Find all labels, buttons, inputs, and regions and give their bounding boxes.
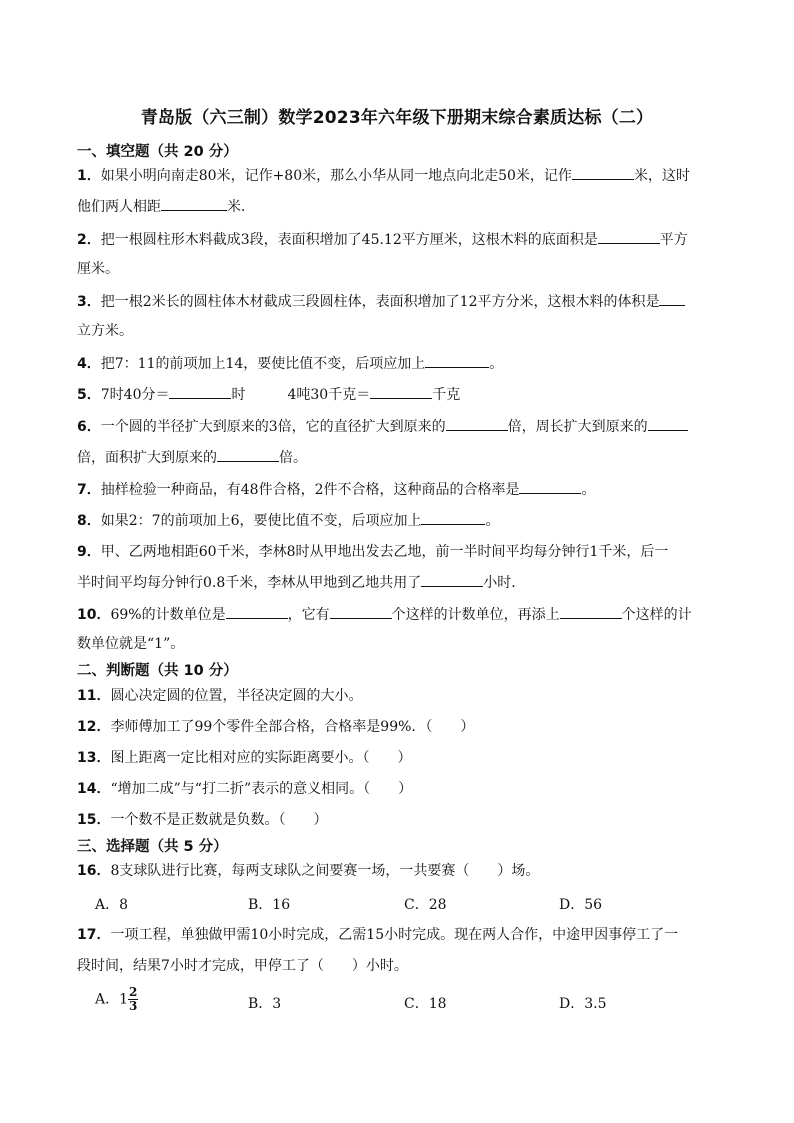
question-text: “增加二成”与“打二折”表示的意义相同。（ ） — [110, 781, 413, 797]
page-title: 青岛版（六三制）数学2023年六年级下册期末综合素质达标（二） — [140, 108, 654, 128]
question-14 — [77, 779, 412, 799]
question-text: 倍，面积扩大到原来的 — [77, 450, 217, 466]
option-b[interactable]: B．3 — [248, 996, 282, 1012]
option-a[interactable]: A．8 — [95, 897, 129, 913]
question-text: 如果小明向南走80米，记作+80米，那么小华从同一地点向北走50米，记作 — [100, 168, 572, 184]
question-text: 8支球队进行比赛，每两支球队之间要赛一场，一共要赛（ ）场。 — [110, 863, 540, 879]
question-text: 一个圆的半径扩大到原来的3倍，它的直径扩大到原来的 — [100, 419, 446, 435]
question-text: 立方米。 — [77, 323, 133, 339]
question-text: 把一根2米长的圆柱体木材截成三段圆柱体，表面积增加了12平方分米，这根木料的体积是 — [100, 294, 660, 310]
question-10 — [77, 604, 692, 625]
question-15 — [77, 810, 327, 830]
question-9 — [77, 542, 668, 562]
question-text: 段时间，结果7小时才完成，甲停工了（ ）小时。 — [77, 958, 408, 974]
answer-blank[interactable] — [598, 229, 660, 244]
fraction — [128, 986, 138, 1013]
option-c[interactable]: C．28 — [404, 897, 447, 913]
answer-blank[interactable] — [161, 196, 227, 211]
question-number: 5． — [77, 387, 101, 403]
question-text: 厘米。 — [77, 261, 119, 277]
question-text: 圆心决定圆的位置，半径决定圆的大小。 — [110, 688, 363, 704]
answer-blank[interactable] — [446, 416, 508, 431]
question-number: 3． — [77, 294, 101, 310]
option-a-label: A．1 — [95, 991, 129, 1008]
question-text: 半时间平均每分钟行0.8千米，李林从甲地到乙地共用了 — [77, 575, 422, 591]
question-16 — [77, 861, 539, 881]
question-number: 1． — [77, 168, 101, 184]
answer-blank[interactable] — [217, 447, 279, 462]
question-text: 把一根圆柱形木料截成3段，表面积增加了45.12平方厘米，这根木料的底面积是 — [100, 232, 598, 248]
option-d[interactable]: D．56 — [559, 897, 603, 913]
fraction-denominator: 3 — [129, 999, 138, 1013]
question-text: 7时40分＝ — [100, 387, 170, 403]
question-6 — [77, 416, 688, 437]
answer-blank[interactable] — [519, 479, 581, 494]
question-number: 4． — [77, 356, 101, 372]
question-text: 小时． — [483, 575, 526, 591]
question-text: 个这样的计数单位，再添上 — [391, 607, 560, 623]
question-2 — [77, 229, 688, 250]
question-text: 。 — [485, 513, 500, 529]
answer-blank[interactable] — [572, 165, 634, 180]
answer-blank[interactable] — [421, 572, 483, 587]
question-6-cont — [77, 447, 307, 468]
question-number: 6． — [77, 419, 101, 435]
question-10-cont — [77, 634, 184, 654]
question-3 — [77, 291, 685, 312]
question-11 — [77, 686, 362, 706]
answer-blank[interactable] — [370, 384, 432, 399]
question-text: ，它有 — [287, 607, 330, 623]
option-d[interactable]: D．3.5 — [559, 996, 607, 1012]
question-number: 14． — [77, 781, 111, 797]
question-number: 9． — [77, 544, 101, 560]
question-number: 7． — [77, 482, 101, 498]
question-text: 。 — [489, 356, 504, 372]
question-4 — [77, 353, 503, 374]
question-number: 13． — [77, 750, 111, 766]
question-text: 一项工程，单独做甲需10小时完成，乙需15小时完成。现在两人合作，中途甲因事停工了一 — [110, 927, 679, 943]
question-number: 15． — [77, 812, 111, 828]
question-12 — [77, 717, 474, 737]
question-number: 2． — [77, 232, 101, 248]
answer-blank[interactable] — [425, 353, 489, 368]
question-text: 如果2：7的前项加上6，要使比值不变，后项应加上 — [100, 513, 422, 529]
question-text: 千克 — [432, 387, 461, 403]
question-1 — [77, 165, 690, 186]
question-number: 16． — [77, 863, 111, 879]
question-text: 个这样的计 — [621, 607, 692, 623]
answer-blank[interactable] — [560, 604, 622, 619]
answer-blank[interactable] — [226, 604, 288, 619]
section-true-false-title: 二、判断题（共 10 分） — [77, 663, 238, 679]
question-13 — [77, 748, 411, 768]
question-text: 倍，周长扩大到原来的 — [507, 419, 648, 435]
question-text: 倍。 — [279, 450, 307, 466]
question-text: 他们两人相距 — [77, 199, 161, 215]
question-1-cont — [77, 196, 255, 217]
answer-blank[interactable] — [659, 291, 685, 306]
question-text: 图上距离一定比相对应的实际距离要小。（ ） — [110, 750, 412, 766]
question-text: 抽样检验一种商品，有48件合格，2件不合格，这种商品的合格率是 — [100, 482, 520, 498]
question-number: 11． — [77, 688, 111, 704]
question-number: 10． — [77, 607, 111, 623]
question-text: 时 — [231, 387, 246, 403]
answer-blank[interactable] — [330, 604, 392, 619]
question-9-cont — [77, 572, 525, 593]
question-number: 8． — [77, 513, 101, 529]
option-b[interactable]: B．16 — [248, 897, 291, 913]
question-text: 。 — [581, 482, 596, 498]
question-text: 把7：11的前项加上14，要使比值不变，后项应加上 — [100, 356, 426, 372]
answer-blank[interactable] — [421, 510, 485, 525]
question-number: 17． — [77, 927, 111, 943]
question-text: 数单位就是“1”。 — [77, 636, 185, 652]
question-text: 4吨30千克＝ — [287, 387, 371, 403]
question-text: 平方 — [659, 232, 688, 248]
question-text: 一个数不是正数就是负数。（ ） — [110, 812, 328, 828]
question-5 — [77, 384, 460, 405]
question-text: 李师傅加工了99个零件全部合格，合格率是99%．（ ） — [110, 719, 475, 735]
question-17 — [77, 925, 678, 945]
section-fill-in-title: 一、填空题（共 20 分） — [77, 144, 238, 160]
answer-blank[interactable] — [169, 384, 231, 399]
question-text: 甲、乙两地相距60千米，李林8时从甲地出发去乙地，前一半时间平均每分钟行1千米，后一 — [100, 544, 669, 560]
answer-blank[interactable] — [648, 416, 688, 431]
section-multiple-choice-title: 三、选择题（共 5 分） — [77, 839, 228, 855]
option-a[interactable] — [95, 986, 138, 1013]
question-number: 12． — [77, 719, 111, 735]
question-7 — [77, 479, 595, 500]
question-text: 米． — [227, 199, 255, 215]
option-c[interactable]: C．18 — [404, 996, 447, 1012]
question-3-cont — [77, 321, 133, 341]
question-text: 69%的计数单位是 — [110, 607, 226, 623]
fraction-numerator: 2 — [129, 985, 138, 999]
question-text: 米，这时 — [633, 168, 690, 184]
question-8 — [77, 510, 499, 531]
question-2-cont — [77, 259, 119, 279]
question-17-cont — [77, 956, 408, 976]
